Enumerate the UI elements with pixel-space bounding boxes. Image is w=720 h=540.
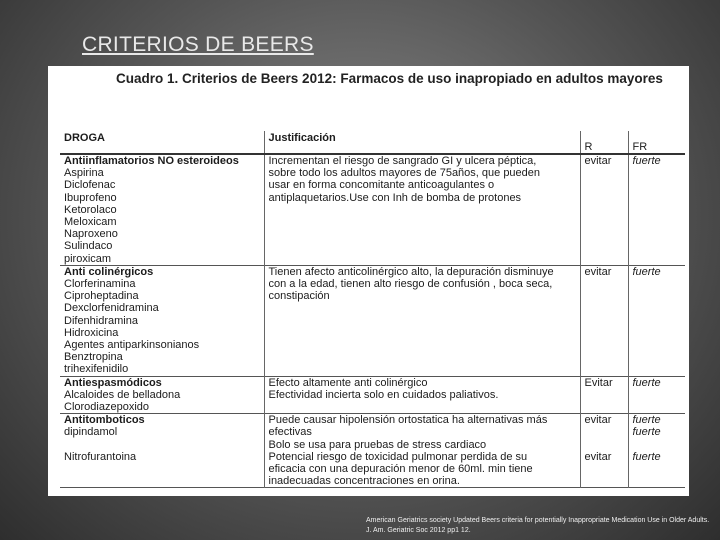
strength-value: fuerte xyxy=(632,265,661,278)
strength-cell xyxy=(628,376,685,414)
header-fr: FR xyxy=(628,131,685,154)
header-droga: DROGA xyxy=(60,131,264,154)
recommendation-value: Evitar xyxy=(584,376,613,389)
slide-title: CRITERIOS DE BEERS xyxy=(82,33,314,56)
citation-footer: American Geriatrics society Updated Beers criteria for potentially Inappropriate Medication Use in Older Adults. J. Am. Geriatric Soc 2012 pp1 12. xyxy=(366,517,710,534)
drug-name: Ketorolaco xyxy=(64,203,117,216)
strength-cell xyxy=(628,154,685,265)
drug-name: Aspirina xyxy=(64,167,104,180)
drug-cell xyxy=(60,265,264,376)
recommendation-value xyxy=(585,426,624,438)
recommendation-value: evitar xyxy=(584,265,612,278)
drug-name: Naproxeno xyxy=(64,228,118,241)
drug-group-label: Antitomboticos xyxy=(64,414,145,427)
justification-line: Tienen afecto anticolinérgico alto, la depuración disminuye xyxy=(268,265,554,278)
recommendation-cell xyxy=(580,376,628,414)
strength-value xyxy=(633,439,682,451)
recommendation-cell xyxy=(580,154,628,265)
table-row xyxy=(60,414,685,488)
justification-line: Puede causar hipolensión ortostatica ha alternativas más xyxy=(268,414,548,427)
drug-name: Diclofenac xyxy=(64,179,116,192)
drug-group-label: Antiinflamatorios NO esteroideos xyxy=(64,155,239,167)
table-row xyxy=(60,265,685,376)
strength-value: fuerte xyxy=(632,426,661,439)
strength-cell xyxy=(628,265,685,376)
document-image xyxy=(48,66,689,496)
drug-name: Clorferinamina xyxy=(64,278,136,291)
drug-name xyxy=(64,439,260,451)
justification-line: sobre todo los adultos mayores de 75años, que pueden xyxy=(268,167,541,180)
justification-line: Bolo se usa para pruebas de stress cardiaco xyxy=(268,438,487,451)
beers-criteria-table xyxy=(60,131,685,488)
drug-name: dipindamol xyxy=(64,426,118,439)
justification-line: usar en forma concomitante anticoagulantes o xyxy=(268,179,495,192)
drug-name: Sulindaco xyxy=(64,240,113,253)
justification-line: inadecuadas concentraciones en orina. xyxy=(268,475,460,488)
drug-name: piroxicam xyxy=(64,252,112,265)
strength-value: fuerte xyxy=(632,155,661,167)
justification-cell xyxy=(264,154,580,265)
table-header-row xyxy=(60,131,685,154)
drug-group-label: Antiespasmódicos xyxy=(64,376,162,389)
justification-line: con a la edad, tienen alto riesgo de confusión , boca seca, xyxy=(268,278,553,291)
drug-cell xyxy=(60,376,264,414)
drug-cell xyxy=(60,414,264,488)
drug-name: Meloxicam xyxy=(64,216,117,229)
header-justificacion: Justificación xyxy=(264,131,580,154)
drug-name: trihexifenidilo xyxy=(64,363,129,376)
recommendation-cell xyxy=(580,265,628,376)
justification-line: Efecto altamente anti colinérgico xyxy=(268,376,428,389)
table-row xyxy=(60,376,685,414)
justification-line: Efectividad incierta solo en cuidados paliativos. xyxy=(268,388,499,401)
recommendation-value xyxy=(585,439,624,451)
recommendation-value: evitar xyxy=(584,450,612,463)
drug-group-label: Anti colinérgicos xyxy=(64,265,154,278)
drug-name: Clorodiazepoxido xyxy=(64,401,149,414)
justification-line: Potencial riesgo de toxicidad pulmonar perdida de su xyxy=(268,450,528,463)
drug-name: Dexclorfenidramina xyxy=(64,302,159,315)
justification-line: efectivas xyxy=(268,426,312,439)
justification-cell xyxy=(264,414,580,488)
drug-name: Hidroxicina xyxy=(64,326,119,339)
justification-cell xyxy=(264,265,580,376)
strength-value: fuerte xyxy=(632,414,661,427)
recommendation-value: evitar xyxy=(584,155,612,167)
drug-name: Ciproheptadina xyxy=(64,290,139,303)
justification-line: antiplaquetarios.Use con Inh de bomba de protones xyxy=(268,191,522,204)
drug-name: Alcaloides de belladona xyxy=(64,388,181,401)
strength-cell xyxy=(628,414,685,488)
drug-name: Benztropina xyxy=(64,351,123,364)
recommendation-cell xyxy=(580,414,628,488)
drug-name: Difenhidramina xyxy=(64,314,138,327)
drug-cell xyxy=(60,154,264,265)
justification-line: Incrementan el riesgo de sangrado GI y ulcera péptica, xyxy=(268,155,537,167)
header-r: R xyxy=(580,131,628,154)
strength-value: fuerte xyxy=(632,376,661,389)
table-row xyxy=(60,154,685,265)
justification-line: eficacia con una depuración menor de 60ml. min tiene xyxy=(268,463,533,476)
justification-cell xyxy=(264,376,580,414)
justification-line: constipación xyxy=(268,290,330,303)
recommendation-value: evitar xyxy=(584,414,612,427)
drug-name: Ibuprofeno xyxy=(64,191,117,204)
strength-value: fuerte xyxy=(632,450,661,463)
drug-name: Agentes antiparkinsonianos xyxy=(64,339,200,352)
table-caption: Cuadro 1. Criterios de Beers 2012: Farmacos de uso inapropiado en adultos mayores xyxy=(116,71,663,86)
drug-name: Nitrofurantoina xyxy=(64,450,137,463)
